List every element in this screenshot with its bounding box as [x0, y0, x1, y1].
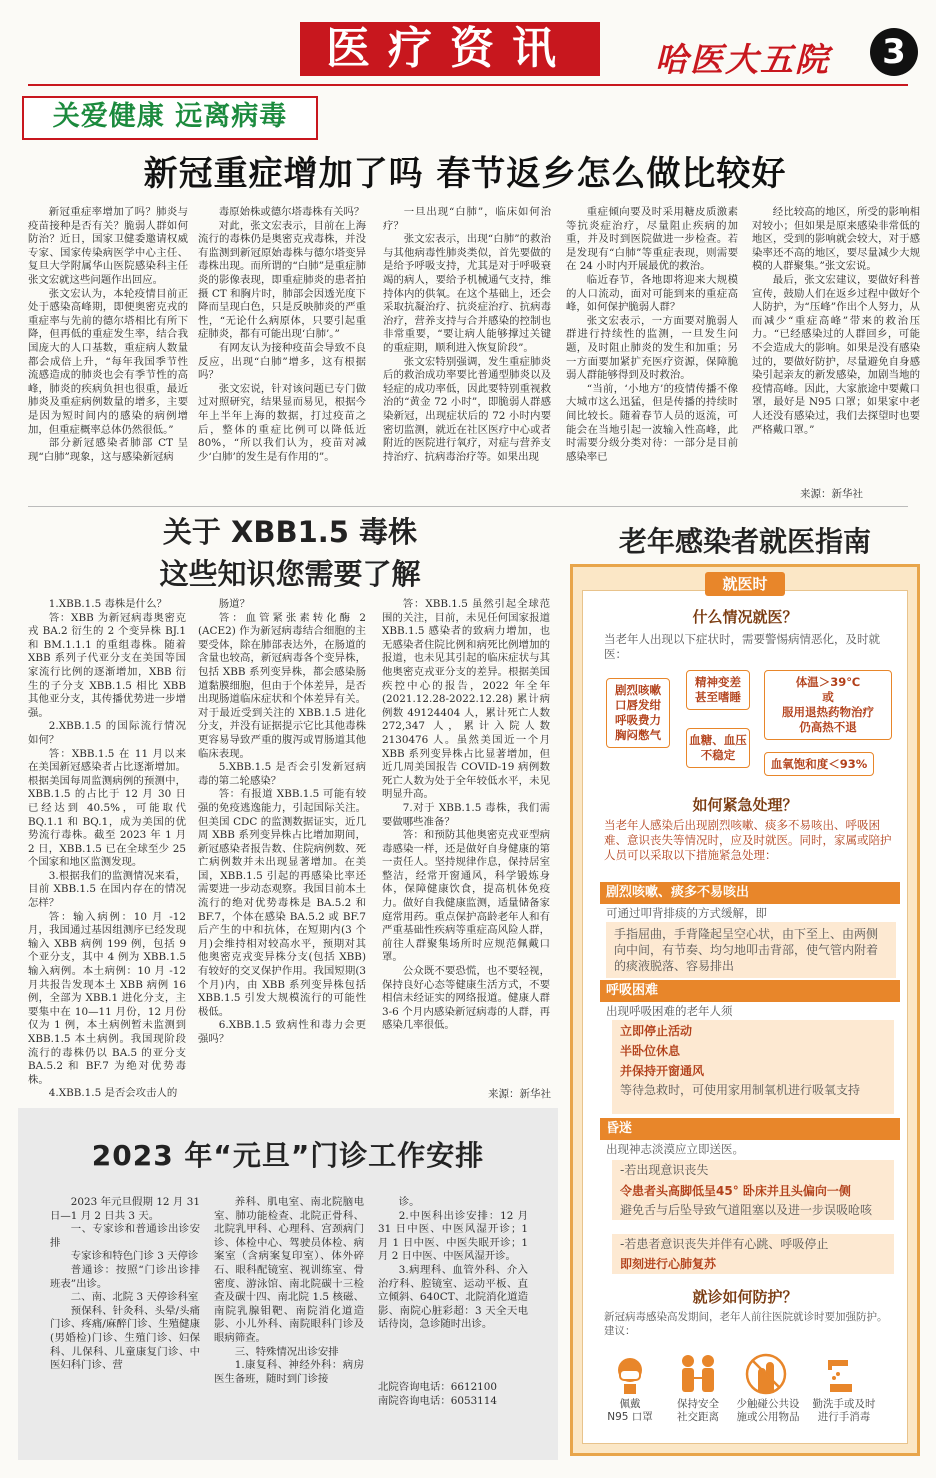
xbb-article-source: 来源：新华社 [488, 1088, 551, 1100]
breath-item-2: 半卧位休息 [612, 1040, 894, 1062]
protect-item-2: 保持安全 社交距离 [677, 1398, 719, 1423]
paragraph: 6.XBB.1.5 致病性和毒力会更强吗？ [198, 1019, 366, 1045]
paragraph: 3.根据我们的监测情况来看，目前 XBB.1.5 在国内存在的情况怎样？ [28, 869, 186, 910]
paragraph: 1.康复科、神经外科：病房医生备班，随时到门诊接 [214, 1359, 364, 1385]
paragraph: 答：输入病例：10 月 -12 月，我国通过基因组测序已经发现输入 XBB 病例 199 例，包括 9 个亚分支，其中 4 例为 XBB.1.5 输入病例。本土病例：10 月 -12 月共报告发现本土 XBB 病例 16 例，全部为 XBB.1 进化分支，主要集中在 10—11 月份，12 月份仅为 1 例，本土病例暂未监测到 XBB.1.5 本土病例。我国现阶段流行的毒株仍以 BA.5 的亚分支 BA.5.2 和 BF.7 为绝对优势毒株。 [28, 910, 186, 1086]
breath-item-3: 并保持开窗通风 [612, 1060, 894, 1082]
top-rule [28, 84, 908, 86]
paragraph: 答：XBB.1.5 在 11 月以来在美国新冠感染者占比逐渐增加。根据美国每周监测病例的预测中，XBB.1.5 的占比于 12 月 30 日已经达到 40.5%，可能取代 BQ.1.1 和 BQ.1，成为美国的优势流行毒株。截至 2023 年 1 月 2 日，XBB.1.5 已在全球至少 25 个国家和地区监测发现。 [28, 747, 186, 869]
outpatient-title: 2023 年“元旦”门诊工作安排 [91, 1139, 485, 1172]
paragraph: 3.病理科、血管外科、介入治疗科、腔镜室、运动平板、直立倾斜、640CT、北院消化道造影、南院心脏彩超：3 天全天电话待岗，急诊随时出诊。 [378, 1263, 528, 1331]
main-article-column-4 [566, 206, 738, 496]
unconscious-item-3: 避免舌与后坠导致气道阻塞以及进一步误吸呛咳 [612, 1200, 894, 1220]
paragraph: 一旦出现“白肺”，临床如何治疗？ [383, 206, 551, 232]
paragraph: 毒原始株或德尔塔毒株有关吗？ [218, 206, 365, 218]
breath-bar: 呼吸困难 [600, 980, 900, 1002]
unconscious-item-5: 即刻进行心肺复苏 [612, 1254, 894, 1274]
paragraph: “当前，‘小地方’的疫情传播不像大城市这么迅猛，但是传播的持续时间比较长。随着春节人员的返流，可能会在当地引起一波输入性高峰，此时需要分级分类对待：一部分是目前感染率已 [566, 382, 738, 463]
elder-guide-title: 老年感染者就医指南 [618, 525, 871, 558]
guide-tab: 就医时 [705, 572, 785, 596]
cough-text: 可通过叩背排痰的方式缓解，即 [606, 906, 767, 920]
paragraph: 答：血管紧张素转化酶 2 (ACE2) 作为新冠病毒结合细胞的主要受体，除在肺部表达外，在肠道的含量也较高，新冠病毒各个变异株，包括 XBB 系列变异株，都会感染肠道黏膜细胞，但由于个体差异，是否出现肠道临床症状和个体差异有关。对于最近受到关注的 XBB.1.5 进化分支，并没有证据提示它比其他毒株更容易导致严重的腹泻或胃肠道其他临床表现。 [198, 611, 366, 760]
unconscious-item-1: -若出现意识丧失 [612, 1160, 894, 1180]
paragraph: 张文宏特别强调，发生重症肺炎后的救治成功率要比普通型肺炎以及轻症的成功率低，因此要特别重视救治的“黄金 72 小时”，即脆弱人群感染新冠，出现症状后的 72 小时内要密切监测，就近在社区医疗中心或者附近的医院进行氧疗，对症与营养支持治疗、抗病毒治疗等。如果出现 [383, 355, 551, 463]
hospital-logo: 哈医大五院 [655, 40, 830, 79]
when-intro: 当老年人出现以下症状时，需要警惕病情恶化，及时就医： [604, 632, 880, 661]
paragraph: 最后，张文宏建议，要做好科普宣传，鼓励人们在返乡过程中做好个人防护，为“压峰”作出个人努力，从而减少“重症高峰”带来的救治压力。“已经感染过的人群回乡，可能不会造成大的影响。如果是没有感染过的，要做好防护，尽量避免自身感染引起亲友的新发感染，加剧当地的疫情高峰。因此，大家旅途中要戴口罩，最好是 N95 口罩；如果家中老人还没有感染过，我们去探望时也要严格戴口罩。” [752, 273, 920, 436]
paragraph: 1.XBB.1.5 毒株是什么？ [48, 598, 167, 610]
paragraph: 张文宏表示，一方面要对脆弱人群进行持续性的监测，一旦发生问题，及时阻止肺炎的发生和加重；另一方面要加紧扩充医疗资源，保障脆弱人群能够得到及时救治。 [566, 314, 738, 382]
paragraph: 张文宏认为，本轮疫情目前正处于感染高峰期，即便奥密克戎的重症率与先前的德尔塔相比有所下降，但再低的重症发生率，结合我国庞大的人口基数，重症病人数量都会成倍上升，“每年我国季节性流感造成的肺炎也会有季节性的高峰，肺炎的疾病负担也很重，最近肺炎及重症病例数量的增多，主要是因为短时间内的感染的病例增加，但重症概率总体仍然很低。” [28, 287, 188, 436]
unconscious-bar: 昏迷 [600, 1118, 900, 1140]
paragraph: 答：和预防其他奥密克戎亚型病毒感染一样，还是做好自身健康的第一责任人。坚持规律作息，保持居室整洁，经常开窗通风，科学锻炼身体，保障健康饮食，提高机体免疫力。做好自我健康监测，适量储备家庭常用药。重点保护高龄老年人和有严重基础性疾病等重症高风险人群，前往人群聚集场所时应规范佩戴口罩。 [382, 829, 550, 964]
xbb-title-line-2: 这些知识您需要了解 [159, 557, 421, 591]
hand-wash-icon [818, 1352, 862, 1396]
protect-item-1: 佩戴 N95 口罩 [607, 1398, 653, 1423]
cough-bar: 剧烈咳嗽、痰多不易咳出 [600, 882, 900, 904]
main-article-column-2 [198, 206, 366, 496]
symptom-card-mental: 精神变差 甚至嗜睡 [686, 670, 750, 710]
protect-item-3: 少触碰公共设 施或公用物品 [736, 1398, 800, 1423]
main-headline: 新冠重症增加了吗 春节返乡怎么做比较好 [143, 154, 787, 194]
protect-item-4: 勤洗手或及时 进行手消毒 [812, 1398, 876, 1423]
main-article-column-1 [28, 206, 188, 496]
paragraph: 临近春节，各地即将迎来大规模的人口流动，面对可能到来的重症高峰，如何保护脆弱人群？ [566, 273, 738, 314]
paragraph: 张文宏说，针对该问题已专门做过对照研究，结果显而易见，根据今年上半年上海的数据，打过疫苗之后，整体的重症比例可以降低近 80%，“所以我们认为，疫苗对减少‘白肺’的发生是有作用的”。 [198, 382, 366, 463]
unconscious-item-2: 令患者头高脚低呈45° 卧床并且头偏向一侧 [612, 1180, 894, 1202]
symptom-card-breathing: 剧烈咳嗽 口唇发绀 呼吸费力 胸闷憋气 [606, 678, 670, 748]
north-phone-line: 北院咨询电话：6612100 [378, 1381, 498, 1393]
south-phone: 6053114 [450, 1395, 498, 1407]
paragraph: 一、专家诊和普通诊出诊安排 [50, 1223, 200, 1249]
paragraph: 诊。 [398, 1196, 420, 1208]
social-distance-icon [676, 1352, 720, 1396]
paragraph: 4.XBB.1.5 是否会攻击人的 [48, 1087, 178, 1100]
paragraph: 新冠重症率增加了吗？肺炎与疫苗接种是否有关？脆弱人群如何防治？近日，国家卫健委邀请权威专家、国家传染病医学中心主任、复旦大学附属华山医院感染科主任张文宏就这些问题作出回应。 [28, 206, 188, 286]
paragraph: 5.XBB.1.5 是否会引发新冠病毒的第二轮感染？ [198, 761, 366, 787]
paragraph: 预保科、针灸科、头晕/头痛门诊、疼痛/麻醉门诊、生殖健康(男婚检)门诊、生殖门诊、妇保科、儿保科、儿童康复门诊、中医妇科门诊、营 [50, 1304, 200, 1372]
breath-note: 等待急救时，可使用家用制氧机进行吸氧支持 [612, 1078, 894, 1114]
south-phone-line: 南院咨询电话：6053114 [378, 1395, 498, 1407]
section-title: 医疗资讯 [326, 23, 574, 74]
emergency-title: 如何紧急处理？ [692, 796, 798, 814]
breath-item-1: 立即停止活动 [612, 1020, 894, 1042]
paragraph: 养科、肌电室、南北院脑电室、肺功能检查、北院正骨科、北院乳甲科、心理科、宫颈病门诊、体检中心、驾驶员体检、病案室（含病案复印室）、体外碎石、眼科配镜室、视训练室、骨密度、游泳馆、南北院碳十三检查及碳十四、南北院 1.5 核磁、南院乳腺钼靶、南院消化道造影、小儿外科、南院眼科门诊及眼病筛查。 [214, 1196, 364, 1344]
xbb-title-line-1: 关于 XBB1.5 毒株 [162, 515, 418, 549]
north-phone: 6612100 [450, 1381, 498, 1393]
paragraph: 重症倾向要及时采用糖皮质激素等抗炎症治疗，尽量阻止疾病的加重，并及时到医院做进一步检查。若是发现有“白肺”等重症表现，则需要在 24 小时内开展最优的救治。 [566, 206, 738, 273]
paragraph: 张文宏表示，出现“白肺”的救治与其他病毒性肺炎类似，首先要做的是给予呼吸支持，尤其是对于呼吸衰竭的病人，要给予机械通气支持，维持体内的供氧。在这个基础上，还会采取抗凝治疗、抗炎症治疗、抗病毒治疗，营养支持与合并感染的控制也非常重要，“要让病人能够撑过关键的重症期，顺利进入恢复阶段”。 [383, 233, 551, 354]
symptom-card-glucose: 血糖、血压 不稳定 [686, 728, 750, 768]
protect-title: 就诊如何防护？ [692, 1288, 798, 1306]
paragraph: 有网友认为接种疫苗会导致不良反应，出现“白肺”增多，这有根据吗？ [198, 341, 366, 382]
paragraph: 2.XBB.1.5 的国际流行情况如何？ [28, 720, 186, 746]
section-divider [28, 506, 908, 507]
outpatient-column-2 [214, 1196, 364, 1448]
mask-icon [608, 1352, 652, 1396]
main-article-source: 来源：新华社 [800, 488, 863, 500]
unconscious-item-4: -若患者意识丧失并伴有心跳、呼吸停止 [612, 1234, 894, 1254]
paragraph: 肠道？ [218, 598, 250, 610]
breath-text: 出现呼吸困难的老年人须 [606, 1004, 733, 1018]
paragraph: 专家诊和特色门诊 3 天停诊 [70, 1250, 199, 1263]
symptom-card-fever: 体温＞39℃ 或 服用退热药物治疗 仍高热不退 [764, 670, 892, 740]
emergency-intro: 当老年人感染后出现剧烈咳嗽、痰多不易咳出、呼吸困难、意识丧失等情况时，应及时就医。同时，家属或陪护人员可以采取以下措施紧急处理： [604, 818, 892, 862]
paragraph: 三、特殊情况出诊安排 [234, 1345, 339, 1358]
xbb-column-3 [382, 598, 550, 1084]
paragraph: 对此，张文宏表示，目前在上海流行的毒株仍是奥密克戎毒株，并没有监测到新冠原始毒株与德尔塔变异毒株出现。而所谓的“白肺”是重症肺炎的影像表现，即重症肺炎的患者拍摄 CT 和胸片时，肺部会因透光度下降而呈现白色，只是反映肺炎的严重性，“无论什么病原体，只要引起重症肺炎，都有可能出现‘白肺’。” [198, 219, 366, 341]
paragraph: 答：XBB 为新冠病毒奥密克戎 BA.2 衍生的 2 个变异株 BJ.1 和 BM.1.1.1 的重组毒株。随着 XBB 系列子代亚分支在美国等国家流行比例的逐渐增加，XBB 衍生的子分支 XBB.1.5 相比 XBB 其他亚分支，其传播优势进一步增强。 [28, 611, 186, 719]
outpatient-column-1 [50, 1196, 200, 1448]
paragraph: 2023 年元旦假期 12 月 31 日—1 月 2 日共 3 天。 [50, 1196, 200, 1222]
main-article-column-3 [383, 206, 551, 496]
paragraph: 二、南、北院 3 天停诊科室 [70, 1291, 199, 1304]
slogan: 关爱健康 远离病毒 [52, 101, 288, 132]
protect-text: 新冠病毒感染高发期间，老年人前往医院就诊时要加强防护。建议： [604, 1311, 888, 1337]
xbb-column-1 [28, 598, 186, 1100]
no-touch-icon [744, 1352, 788, 1396]
paragraph: 答：XBB.1.5 虽然引起全球范围的关注，目前，未见任何国家报道 XBB.1.5 感染者的致病力增加，也无感染者住院比例和病死比例增加的报道，也未见其引起的临床症状与其他奥密克戎亚分支的差异。根据美国疾控中心的报告，2022 年全年(2021.12.28-2022.12.28) 累计病例数 49124404 人，累计死亡人数 272,347 人，累计入院人数 2130476 人。虽然美国近一个月 XBB 系列变异株占比显著增加，但近几周美国报告 COVID-19 病例数死亡人数为处于全年较低水平，未见明显升高。 [382, 598, 550, 801]
paragraph: 经比较高的地区，所受的影响相对较小；但如果是原来感染非常低的地区，受到的影响就会较大，对于感染率还不高的地区，要尽量减少大规模的人群聚集。”张文宏说。 [752, 206, 920, 273]
page-number: 3 [870, 28, 918, 76]
outpatient-column-3 [378, 1196, 528, 1372]
when-title: 什么情况就医？ [692, 608, 798, 626]
symptom-card-oxygen: 血氧饱和度＜93% [764, 752, 874, 776]
unconscious-text: 出现神志淡漠应立即送医。 [606, 1142, 744, 1156]
paragraph: 普通诊：按照“门诊出诊排班表”出诊。 [50, 1263, 200, 1290]
paragraph: 公众既不要恐慌，也不要轻视，保持良好心态等健康生活方式，不要相信未经证实的网络报道。健康人群 3-6 个月内感染新冠病毒的人群，再感染几率很低。 [382, 965, 550, 1032]
paragraph: 部分新冠感染者肺部 CT 呈现“白肺”现象，这与感染新冠病 [28, 437, 188, 463]
cough-note: 手指屈曲，手背隆起呈空心状，由下至上、由两侧向中间，有节奏、均匀地叩击背部，使气管内附着的痰液脱落、容易排出 [606, 922, 896, 978]
xbb-column-2 [198, 598, 366, 1100]
paragraph: 2.中医科出诊安排：12 月 31 日中医、中医风湿开诊；1 月 1 日中医、中医失眠开诊；1 月 2 日中医、中医风湿开诊。 [378, 1209, 528, 1263]
paragraph: 答：有报道 XBB.1.5 可能有较强的免疫逃逸能力，引起国际关注。但美国 CDC 的监测数据证实，近几周 XBB 系列变异株占比增加期间，新冠感染者报告数、住院病例数、死亡病例数并未出现显著增加。在美国，XBB.1.5 引起的再感染比率还需要进一步动态观察。我国目前本土流行的绝对优势毒株是 BA.5.2 和 BF.7，个体在感染 BA.5.2 或 BF.7 后产生的中和抗体，在短期内(3 个月)会维持相对较高水平，预期对其他奥密克戎变异株分支(包括 XBB) 有较好的交叉保护作用。我国短期(3 个月)内，由 XBB 系列变异株包括 XBB.1.5 引发大规模流行的可能性极低。 [198, 788, 366, 1018]
paragraph: 7.对于 XBB.1.5 毒株，我们需要做哪些准备？ [382, 801, 550, 828]
main-article-column-5 [752, 206, 920, 476]
